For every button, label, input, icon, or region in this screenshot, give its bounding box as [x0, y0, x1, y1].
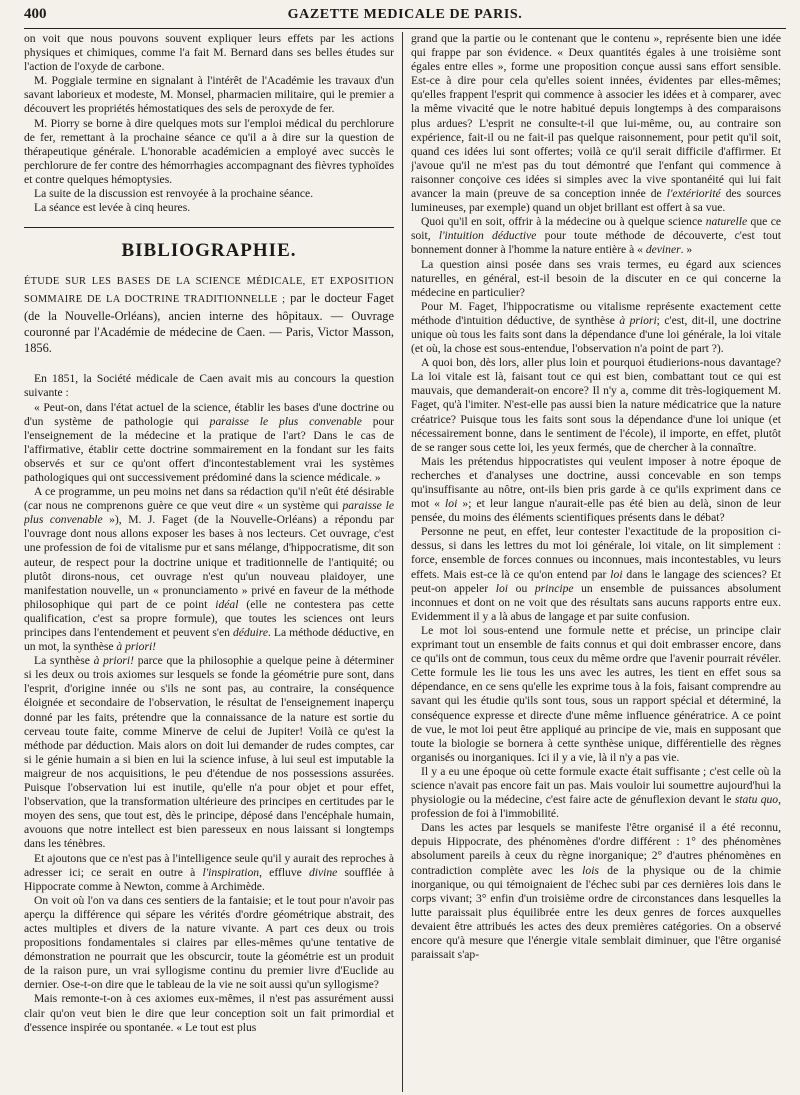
paragraph: La question ainsi posée dans ses vrais termes, eu égard aux sciences naturelles, en général, est-il besoin de la discuter en ce qui concerne la médecine en particulier? [411, 257, 781, 299]
italic-run: déduire [232, 626, 268, 639]
italic-run: paraisse le plus convenable [209, 414, 362, 428]
text-run: Et ajoutons que ce n'est pas à l'intelligence seule qu'il y aurait des reproches à adresser ici; ce serait en outre à [24, 851, 394, 879]
paragraph [411, 455, 781, 525]
journal-title: GAZETTE MEDICALE DE PARIS. [287, 7, 523, 22]
paragraph [411, 525, 781, 624]
text-run: pour toute méthode de découverte, c'est tout bonnement donner à l'homme la nature entière à « [411, 229, 781, 257]
paragraph: Mais remonte-t-on à ces axiomes eux-mêmes, il n'est pas assurément aussi clair qu'on veut bien le dire que leur conception soit un fait primordial et d'essence inspirée ou spontanée. « Le tout est plus [24, 992, 394, 1034]
italic-run: loi [495, 581, 509, 595]
text-run: . » [680, 243, 693, 257]
reviewed-book-title [24, 272, 394, 356]
paragraph [411, 765, 781, 821]
section-title: BIBLIOGRAPHIE. [121, 240, 297, 262]
italic-run: l'inspiration [202, 865, 260, 879]
text-run: Pour M. Faget, l'hippocratisme ou vitalisme représente exactement cette méthode d'intuition déductive, de synthèse [411, 299, 781, 327]
italic-run: à priori! [93, 654, 135, 668]
paragraph: A quoi bon, dès lors, aller plus loin et pourquoi étudierions-nous davantage? La loi vitale est là, faisant tout ce qui est bien, combattant tout ce qui est mauvais, que demanderait-on encore? Il n'y a, comme dit très-logiquement M. Faget, qu'à l'imiter. N'est-elle pas aussi bien la nature médicatrice que la nature créatrice? Puisque tous les faits sont sous la dépendance d'une loi unique (et nécessairement bonne, dans le sentiment de l'école), il importe, en effet, plutôt de se ranger sous cette loi, les yeux fermés, que de chercher à la connaître. [411, 356, 781, 454]
text-run: »; et leur langue n'aurait-elle pas été bien au delà, sinon de leur pensée, du moins des éléments scientifiques présents dans le débat? [411, 497, 781, 525]
text-run: pour l'enseignement de la médecine et la pratique de l'art? Dans le cas de l'affirmative, établir cette doctrine sommairement en la fondant sur les faits observés et sur ce qu'ont offert d'incontestablement vrai les systèmes pathologiques qui ont successivement prédominé dans la science médicale. » [24, 414, 394, 484]
text-run: Dans les actes par lesquels se manifeste l'être organisé il a été reconnu, depuis Hippocrate, des phénomènes d'ordre différent : 1° des phénomènes absolument pareils à ceux du règne inorganique; 2° d'autres phénomènes en contradiction complète avec les [411, 821, 781, 877]
text-run: soufflée à Hippocrate comme à Newton, comme à Archimède. [24, 865, 394, 893]
section-divider [24, 227, 394, 228]
text-run: Personne ne peut, en effet, leur contester l'exactitude de la proposition ci-dessus, si dans les lettres du mot loi générale, loi vitale, on lit simplement : force, ensemble de forces connues ou inconnues, mais incontestables, vu leurs effets. Mais est-ce là ce qu'on entend par [411, 525, 781, 581]
text-run: des sources lumineuses, par exemple) quand un objet brillant est offert à sa vue. [411, 187, 781, 215]
paragraph: On voit où l'on va dans ces sentiers de la fantaisie; et le tout pour n'avoir pas aperçu la différence qui sépare les vérités d'ordre géométrique abstrait, des actes multiples et divers de la nature vivante. A part ces deux ou trois propositions fondamentales si claires par elles-mêmes qu'une tentative de démonstration ne pourrait que les obscurcir, toute la géométrie est un produit de la raison pure, un vrai syllogisme continu du premier livre d'Euclide au dernier. Ose-t-on dire que le tableau de la vie ne soit aussi qu'un syllogisme? [24, 893, 394, 992]
italic-run: à priori [619, 313, 657, 327]
paragraph: La suite de la discussion est renvoyée à la prochaine séance. [34, 187, 314, 201]
left-column [24, 32, 394, 1092]
page-header [24, 6, 786, 29]
text-run: , effluve [259, 865, 309, 879]
text-columns [24, 32, 786, 1092]
text-run: Il y a eu une époque où cette formule exacte était suffisante ; c'est celle où la science n'avait pas encore fait un pas. Mais vouloir lui soumettre aujourd'hui la physiologie ou la médecine, c'est faire acte de génuflexion devant le [411, 764, 781, 807]
italic-run: à priori! [116, 640, 157, 654]
italic-run: loi [445, 497, 458, 511]
paragraph [24, 852, 394, 894]
text-run: de la physique ou de la chimie inorganique, ou qui témoignaient de l'échec subi par ces dernières lois dans le corps vivant; 3° enfin d'un troisième ordre de circonstances dans lesquelles la lutte paraissait plus équilibrée entre les deux genres de forces auxquelles devaient être attribués les actes des deux premières catégories. On a observé encore qu'à mesure que l'énergie vitale semblait diminuer, que l'être organisé paraissait s'ap- [411, 863, 781, 962]
paragraph [411, 821, 781, 962]
italic-run: paraisse le plus convenable [24, 499, 394, 527]
paragraph [24, 485, 394, 654]
paragraph: M. Poggiale termine en signalant à l'intérêt de l'Académie les travaux d'un savant laborieux et modeste, M. Monsel, pharmacien militaire, qui le premier a découvert les propriétés hémostatiques des sels de peroxyde de fer. [24, 74, 394, 116]
italic-run: deviner [645, 243, 681, 257]
italic-run: divine [309, 865, 338, 879]
paragraph: M. Piorry se borne à dire quelques mots sur l'emploi médical du perchlorure de fer, remettant à la prochaine séance ce qu'il a à dire sur la question de thérapeutique générale. L'honorable académicien a employé avec succès le perchlorure de fer contre des hémorrhagies accompagnant des fièvres typhoïdes et contre quelques hémoptysies. [24, 116, 394, 186]
italic-run: naturelle [705, 215, 748, 229]
text-run: un ensemble de puissances absolument inconnues et dont on ne voit que des résultats sans aucuns rapports entre eux. Evidemment il y a là abus de langage et par suite confusion. [411, 581, 781, 623]
paragraph: En 1851, la Société médicale de Caen avait mis au concours la question suivante : [24, 372, 394, 400]
italic-run: idéal [215, 597, 239, 611]
text-run: »), M. J. Faget (de la Nouvelle-Orléans) a répondu par l'ouvrage dont nous allons exposer les bases à nos lecteurs. Cet ouvrage, c'est une profession de foi de vitalisme pur et sans mélange, d'hippocratisme, dit son auteur, de respect pour la doctrine unique et traditionnelle de l'antiquité; ou plutôt dirons-nous, cet ouvrage n'est qu'un nouveau plaidoyer, une manifestation nouvelle, un « pronunciamento » privé en faveur de la méthode philosophique qui part de ce point [24, 513, 394, 611]
text-run: Quoi qu'il en soit, offrir à la médecine ou à quelque science [421, 215, 706, 229]
paragraph: on voit que nous pouvons souvent expliquer leurs effets par les actions physiques et chimiques, comme l'a fait M. Bernard dans ses belles études sur l'action de l'oxyde de carbone. [24, 32, 394, 74]
text-run: La synthèse [34, 654, 94, 668]
italic-run: statu quo [734, 793, 779, 807]
text-run: parce que la philosophie a quelque peine à déterminer si les deux ou trois axiomes sur lesquels se fonde la géométrie pure sont, dans l'esprit, d'origine innée ou s'ils ne sont pas, au contraire, la conséquence éloignée et secondaire de l'observation, le résultat de l'enseignement inaperçu donné par les faits, prétendre que la connaissance de la nature est sortie du cerveau toute faite, comme Minerve de celui de Jupiter! Voilà ce qu'est la méthode par déduction. Mais alors on doit lui demander de rudes comptes, car si le génie humain a si bien en lui la science infuse, à lui seul est imputable la maigreur de nos acquisitions, le peu d'étendue de nos possessions assurées. Puisque l'observation lui est inutile, qu'elle n'a pour objet et pour effet, l'observation, que la transformation ultérieure des principes en certitudes par le moyen des sens, que tout est, dès le principe, déposé dans l'encéphale humain, avouons que notre intellect est bien paresseux en nous laissant si longtemps dans les ténèbres. [24, 654, 394, 851]
italic-run: l'extériorité [666, 187, 721, 201]
text-run: ; c'est, dit-il, une doctrine unique où tous les faits sont dans la dépendance d'une loi générale, la loi vitale (et où, la chose est sous-entendue, l'observation n'a point de part ?). [411, 313, 781, 356]
text-run: dans le langage des sciences? Et peut-on appeler [411, 567, 781, 595]
italic-run: lois [582, 863, 599, 877]
text-run: que ce soit, [411, 215, 781, 243]
right-column [411, 32, 781, 1092]
text-run: (elle ne contestera pas cette qualification, c'est sa propre formule), que toutes les sciences ont leurs principes dans l'entendement et peuvent s'en [24, 597, 394, 639]
italic-run: principe [534, 581, 574, 595]
paragraph: La séance est levée à cinq heures. [34, 201, 191, 215]
text-run: . La méthode déductive, en un mot, la synthèse [24, 626, 394, 654]
column-divider [402, 32, 403, 1092]
paragraph [411, 300, 781, 356]
text-run: « Peut-on, dans l'état actuel de la science, établir les bases d'une doctrine ou d'un système de pathologie qui [24, 400, 394, 428]
page-number: 400 [24, 6, 47, 22]
book-title-caps: ÉTUDE SUR LES BASES DE LA SCIENCE MÉDICALE, ET EXPOSITION SOMMAIRE DE LA DOCTRINE TRADITIONNELLE ; [24, 276, 394, 306]
book-title-details: par le docteur Faget (de la Nouvelle-Orléans), ancien interne des hôpitaux. — Ouvrage couronné par l'Académie de médecine de Caen. — Paris, Victor Masson, 1856. [24, 291, 394, 356]
text-run: , profession de foi à l'immobilité. [411, 793, 781, 821]
paragraph [411, 215, 781, 257]
paragraph: Le mot loi sous-entend une formule nette et précise, un principe clair exprimant tout un ensemble de faits connus et qui doit embrasser encore, dans ce qu'ils ont de commun, tous ceux du même ordre que l'avenir pourrait révéler. Cette formule les lie tous les uns avec les autres, les tient en effet sous sa dépendance, en ce sens qu'elle les exprime tous à la fois, faisant comprendre au savant qui les étudie qu'ils sont tous, sous un rapport spécial et déterminé, la conséquence expresse et directe d'une même influence génératrice. A ce point de vue, le mot loi peut être appliqué au principe de vie, mais en supposant que toute la biologie se bornera à cette synthèse unique, différentielle des règnes organisés ou inorganiques. Ici il y a vie, là il n'y a pas vie. [411, 623, 781, 764]
italic-run: loi [610, 567, 623, 581]
paragraph [24, 654, 394, 851]
text-run: A ce programme, un peu moins net dans sa rédaction qu'il n'eût été désirable (car nous ne comprenons guère ce que veut dire « un système qui [24, 485, 394, 513]
paragraph [24, 401, 394, 486]
text-run: grand que la partie ou le contenant que le contenu », représente bien une idée qui frappe par son évidence. « Deux quantités égales à une troisième sont égales entre elles », forme une proposition conçue aussi sans effort sensible. Est-ce à dire pour cela qu'elles soient innées, évidentes par elles-mêmes; qu'elles frappent l'esprit qui commence à associer les idées et à comparer, avec la même vivacité que le notre habitué depuis longtemps à des comparaisons plus ardues? L'esprit ne consulte-t-il que lui-même, ou, au contraire son expérience, fait-il ou ne fait-il pas quelque raisonnement, pour petit qu'il soit, quand ces idées lui sont offertes; voilà ce qu'il serait difficile d'affirmer. Et j'avoue qu'il ne m'est pas du tout démontré que l'enfant qui commence à raisonner conçoive ces idées si simples avec la vive spontanéité qui lui fait avancer la main (preuve de sa conception innée de [411, 32, 781, 201]
paragraph [411, 32, 781, 215]
italic-run: l'intuition déductive [438, 229, 537, 243]
text-run: ou [508, 581, 535, 595]
text-run: Mais les prétendus hippocratistes qui veulent imposer à notre époque de recherches et d'analyses une doctrine, aussi concevable en son temps qu'insuffisante au nôtre, ont-ils bien pris garde à ce qu'ils expriment dans ce mot « [411, 454, 781, 511]
